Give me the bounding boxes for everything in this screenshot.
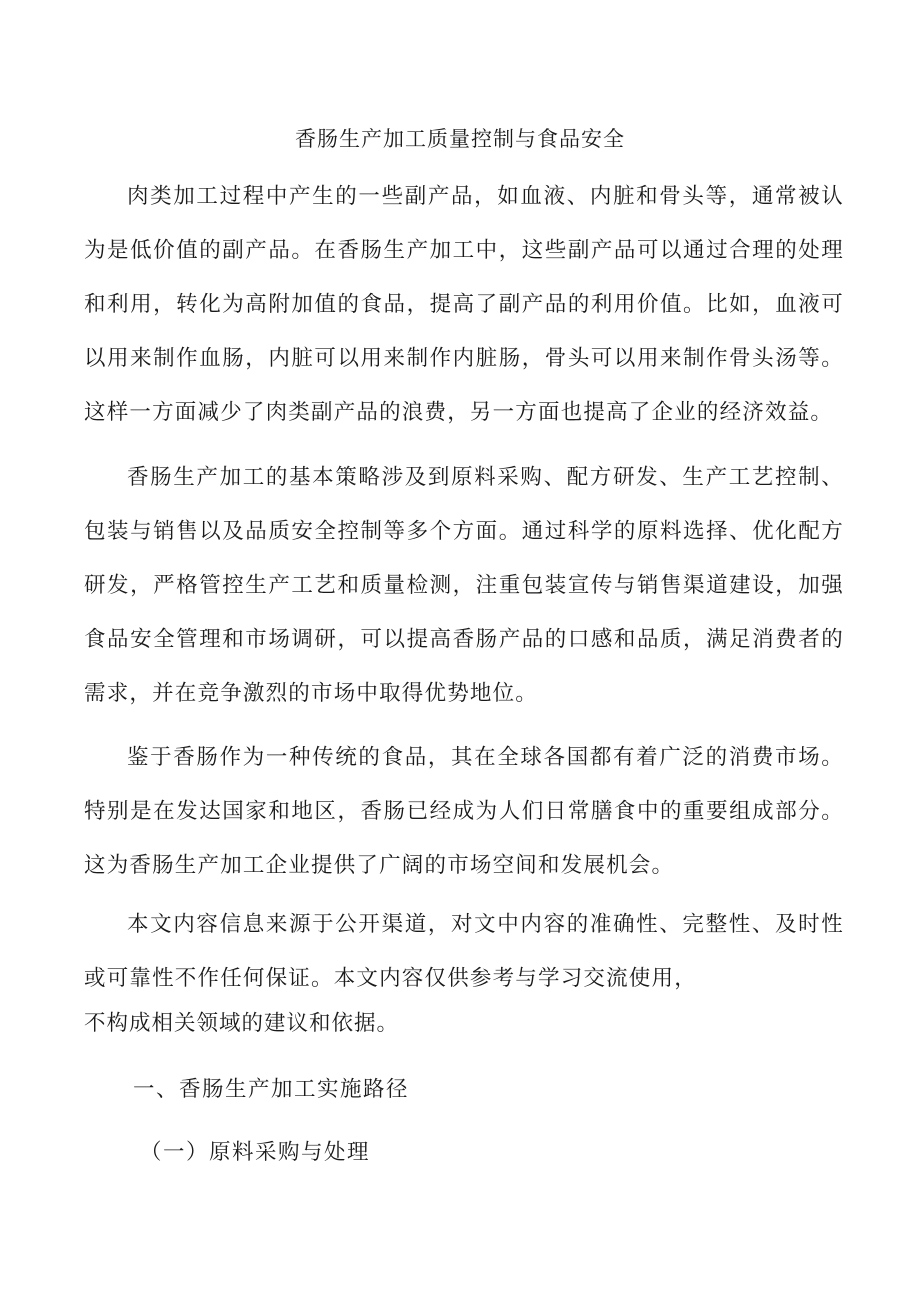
disclaimer-tail: 不构成相关领域的建议和依据。 — [84, 1011, 400, 1036]
paragraph-market: 鉴于香肠作为一种传统的食品，其在全球各国都有着广泛的消费市场。特别是在发达国家和地区，香肠已经成为人们日常膳食中的重要组成部分。这为香肠生产加工企业提供了广阔的市场空间和发展机会。 — [84, 745, 844, 878]
paragraph-disclaimer: 本文内容信息来源于公开渠道，对文中内容的准确性、完整性、及时性或可靠性不作任何保证。本文内容仅供参考与学习交流使用， — [84, 912, 844, 991]
subsection-heading: （一）原料采购与处理 — [140, 1140, 371, 1165]
paragraph-byproducts: 肉类加工过程中产生的一些副产品，如血液、内脏和骨头等，通常被认为是低价值的副产品。在香肠生产加工中，这些副产品可以通过合理的处理和利用，转化为高附加值的食品，提高了副产品的利用价值。比如，血液可以用来制作血肠，内脏可以用来制作内脏肠，骨头可以用来制作骨头汤等。这样一方面减少了肉类副产品的浪费，另一方面也提高了企业的经济效益。 — [84, 184, 844, 425]
document-title: 香肠生产加工质量控制与食品安全 — [295, 127, 625, 151]
section-heading: 一、香肠生产加工实施路径 — [133, 1077, 410, 1102]
paragraph-strategy: 香肠生产加工的基本策略涉及到原料采购、配方研发、生产工艺控制、包装与销售以及品质安全控制等多个方面。通过科学的原料选择、优化配方研发，严格管控生产工艺和质量检测，注重包装宣传与销售渠道建设，加强食品安全管理和市场调研，可以提高香肠产品的口感和品质，满足消费者的需求，并在竞争激烈的市场中取得优势地位。 — [84, 465, 844, 706]
